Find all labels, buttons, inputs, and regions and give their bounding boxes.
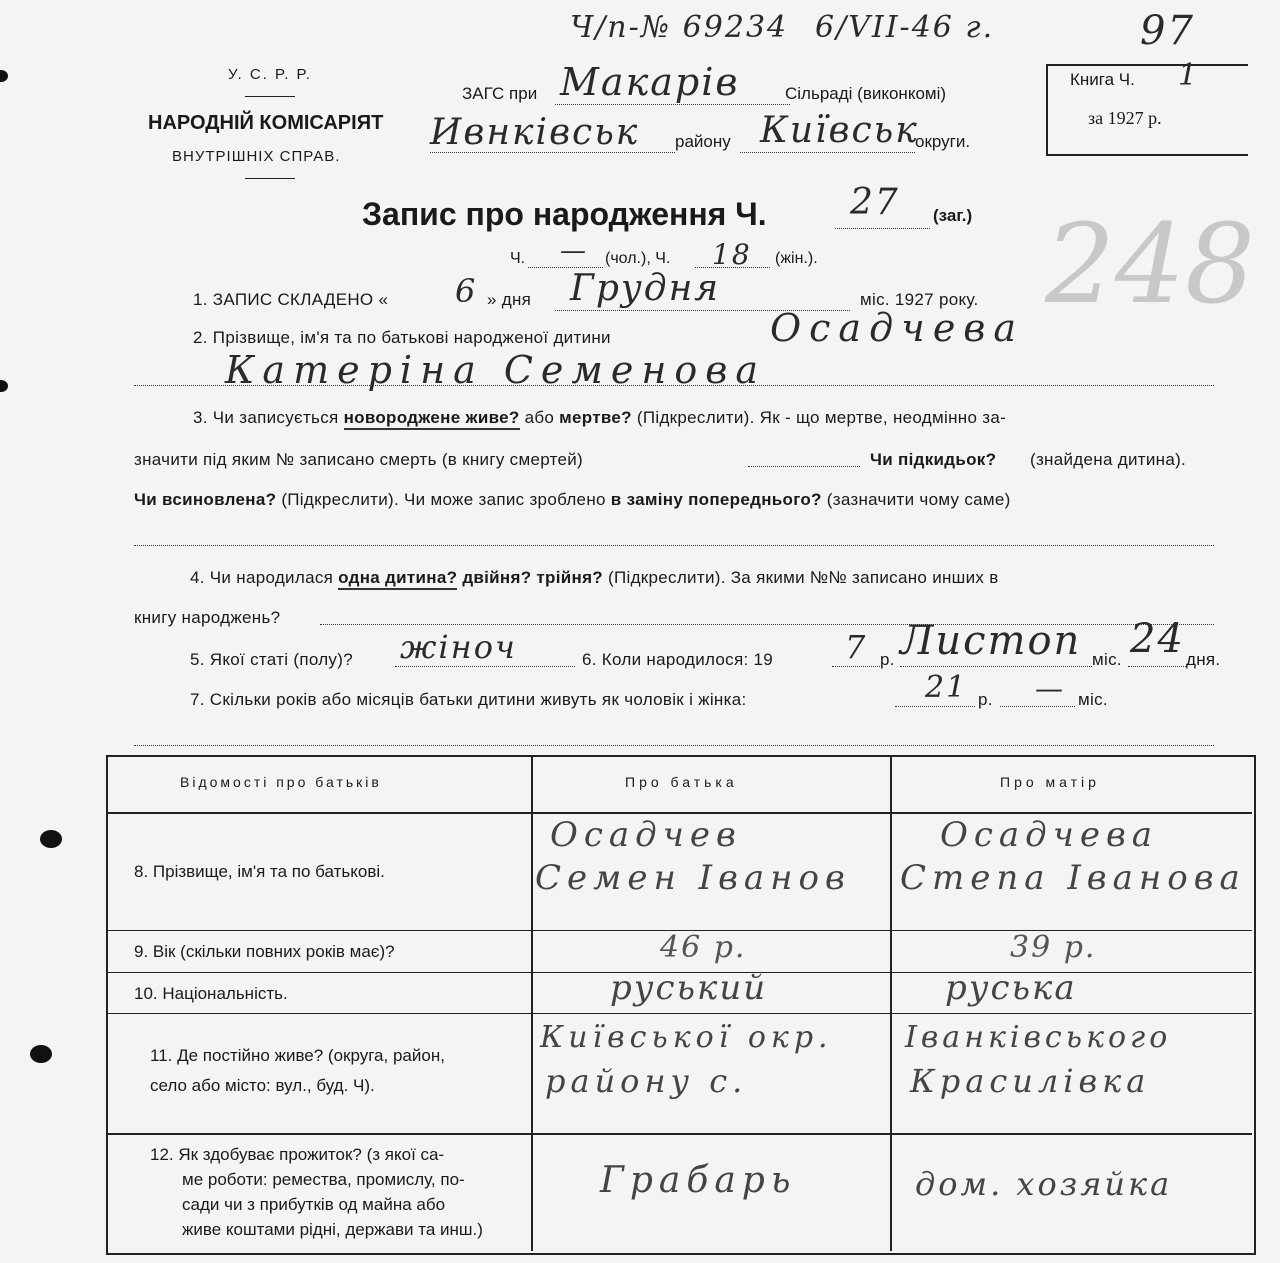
- row11-label-1: 11. Де постійно живе? (округа, район,: [150, 1046, 445, 1065]
- okrug-label: округи.: [915, 132, 971, 151]
- row10-label: 10. Національність.: [134, 984, 288, 1003]
- record-number-dots: [835, 228, 930, 229]
- corner-mark-handwriting: 97: [1140, 8, 1195, 54]
- row12-label-4: живе коштами рідні, держави та инш.): [182, 1220, 483, 1239]
- birth-month-dots: [900, 666, 1092, 667]
- married-years-handwriting: 21: [925, 670, 968, 705]
- mother-residence-2-handwriting: Красилівка: [910, 1062, 1151, 1100]
- district-dots: [430, 152, 675, 153]
- silrada-label: Сільраді (виконкомі): [785, 84, 947, 103]
- table-hline-header: [108, 812, 1252, 814]
- table-header-info: Відомості про батьків: [180, 774, 382, 790]
- item6-mis: міс.: [1092, 650, 1122, 669]
- item1-month-handwriting: Грудня: [570, 268, 721, 309]
- punch-hole-1: [40, 830, 62, 848]
- item3-found-child: (знайдена дитина).: [1030, 450, 1187, 469]
- okrug-dots: [740, 152, 915, 153]
- birth-year-handwriting: 7: [845, 628, 868, 666]
- father-occupation-handwriting: Грабарь: [600, 1160, 797, 1201]
- birth-day-dots: [1128, 666, 1186, 667]
- internal-affairs-label: ВНУТРІШНІХ СПРАВ.: [172, 148, 341, 165]
- rayon-label: району: [675, 132, 731, 151]
- item3-line3: [134, 490, 1011, 510]
- male-count-label: Ч.: [510, 250, 526, 267]
- item4-line1: [190, 568, 999, 588]
- father-surname-handwriting: Осадчев: [550, 815, 742, 855]
- village-dots: [555, 104, 790, 105]
- commissariat-label: НАРОДНІЙ КОМІСАРІЯТ: [148, 112, 384, 134]
- row8-label: 8. Прізвище, ім'я та по батькові.: [134, 862, 385, 881]
- big-number-handwriting: 248: [1045, 200, 1255, 328]
- table-header-father: Про батька: [625, 774, 738, 790]
- sex-handwriting: жіноч: [400, 628, 517, 666]
- item7-label: 7. Скільки років або місяців батьки дитини живуть як чоловік і жінка:: [190, 690, 747, 709]
- row11-label-2: село або місто: вул., буд. Ч).: [150, 1076, 375, 1095]
- sex-dots: [395, 666, 575, 667]
- item4-single: одна дитина?: [338, 568, 457, 590]
- table-hline-3: [108, 1013, 1252, 1014]
- table-vline-1: [531, 757, 533, 1251]
- item7-dots: [134, 745, 1214, 746]
- item3-adopted: Чи всиновлена?: [134, 490, 277, 509]
- child-surname-handwriting: Осадчева: [770, 306, 1025, 350]
- female-count-handwriting: 18: [712, 238, 752, 271]
- item6-dnya: дня.: [1186, 650, 1221, 669]
- item1-end: міс. 1927 року.: [860, 290, 979, 309]
- birth-month-handwriting: Листоп: [900, 618, 1082, 664]
- married-years-dots: [895, 706, 975, 707]
- item3-replacement: в заміну попереднього?: [610, 490, 822, 509]
- item6-r: р.: [880, 650, 895, 669]
- father-residence-2-handwriting: району с.: [545, 1062, 748, 1100]
- item1-dnya: » дня: [487, 290, 532, 309]
- child-name-handwriting: Катеріна Семенова: [225, 348, 767, 392]
- item4-d: (Підкреслити). За якими №№ записано инших в: [608, 568, 999, 587]
- item7-r: р.: [978, 690, 993, 709]
- punch-hole-2: [30, 1045, 52, 1063]
- birth-day-handwriting: 24: [1130, 616, 1185, 662]
- item3-foundling: Чи підкидьок?: [870, 450, 997, 469]
- item3-dead: мертве?: [559, 408, 632, 427]
- item1-day-handwriting: 6: [455, 272, 478, 310]
- mother-residence-1-handwriting: Іванківського: [905, 1020, 1172, 1055]
- father-residence-1-handwriting: Київської окр.: [540, 1020, 833, 1055]
- married-months-dots: [1000, 706, 1075, 707]
- item4-line2: книгу народжень?: [134, 608, 281, 627]
- mother-nationality-handwriting: руська: [945, 968, 1077, 1008]
- item5-label: 5. Якої статі (полу)?: [190, 650, 353, 669]
- item1-label: 1. ЗАПИС СКЛАДЕНО «: [193, 290, 389, 309]
- male-count-handwriting: —: [560, 236, 588, 266]
- book-label: Книга Ч.: [1070, 70, 1135, 89]
- item3-e: (Підкреслити). Як - що мертве, неодмінно за-: [636, 408, 1007, 427]
- table-header-mother: Про матір: [1000, 774, 1100, 790]
- female-count-label: (чол.), Ч.: [605, 250, 671, 267]
- item3-line3d: (зазначити чому саме): [826, 490, 1011, 509]
- row12-label-1: 12. Як здобуває прожиток? (з якої са-: [150, 1145, 445, 1164]
- item3-line1: [193, 408, 1006, 428]
- item3-line3b: (Підкреслити). Чи може запис зроблено: [281, 490, 606, 509]
- item7-mis: міс.: [1078, 690, 1108, 709]
- mother-surname-handwriting: Осадчева: [940, 815, 1159, 855]
- married-months-handwriting: —: [1035, 672, 1065, 705]
- punch-hole-4: [0, 380, 8, 392]
- mother-age-handwriting: 39 р.: [1010, 930, 1097, 965]
- page-title: Запис про народження Ч.: [362, 196, 767, 232]
- item2-dots: [134, 385, 1214, 386]
- header-divider-2: [245, 178, 295, 179]
- father-name-handwriting: Семен Іванов: [535, 858, 851, 898]
- item3-death-dots: [748, 466, 860, 467]
- item3-a: 3. Чи записується: [193, 408, 339, 427]
- birth-year-dots: [832, 666, 880, 667]
- ussr-label: У. С. Р. Р.: [228, 66, 312, 83]
- punch-hole-3: [0, 70, 8, 82]
- district-handwriting: Ивнківськ: [430, 112, 640, 153]
- book-number-handwriting: 1: [1178, 58, 1200, 93]
- mother-name-handwriting: Степа Іванова: [900, 858, 1246, 898]
- father-age-handwriting: 46 р.: [660, 930, 747, 965]
- table-hline-4: [108, 1133, 1252, 1135]
- father-nationality-handwriting: руський: [610, 968, 768, 1008]
- item3-alive: новороджене живе?: [344, 408, 520, 430]
- item4-twins: двійня? трійня?: [462, 568, 603, 587]
- item3-dots: [134, 545, 1214, 546]
- village-handwriting: Макарів: [560, 60, 740, 104]
- registration-number-handwriting: Ч/п-№ 69234: [570, 10, 789, 45]
- mother-occupation-handwriting: дом. хозяйка: [915, 1165, 1173, 1203]
- item6-label: 6. Коли народилося: 19: [582, 650, 774, 669]
- zag-label: (заг.): [933, 206, 973, 225]
- book-year-label: за 1927 р.: [1088, 108, 1162, 128]
- registration-date-handwriting: 6/VII-46 г.: [815, 10, 995, 45]
- item4-a: 4. Чи народилася: [190, 568, 334, 587]
- row12-label-2: ме роботи: ремества, промислу, по-: [182, 1170, 465, 1189]
- okrug-handwriting: Київськ: [760, 110, 919, 151]
- table-vline-2: [890, 757, 892, 1251]
- female-label: (жін.).: [775, 250, 818, 267]
- item3-or: або: [524, 408, 555, 427]
- header-divider-1: [245, 96, 295, 97]
- row12-label-3: сади чи з прибутків од майна або: [182, 1195, 446, 1214]
- zags-label: ЗАГС при: [462, 84, 538, 103]
- item3-line2a: значити під яким № записано смерть (в книгу смертей): [134, 450, 584, 469]
- row9-label: 9. Вік (скільки повних років має)?: [134, 942, 395, 961]
- item2-label: 2. Прізвище, ім'я та по батькові народженої дитини: [193, 328, 611, 347]
- record-number-handwriting: 27: [850, 182, 900, 223]
